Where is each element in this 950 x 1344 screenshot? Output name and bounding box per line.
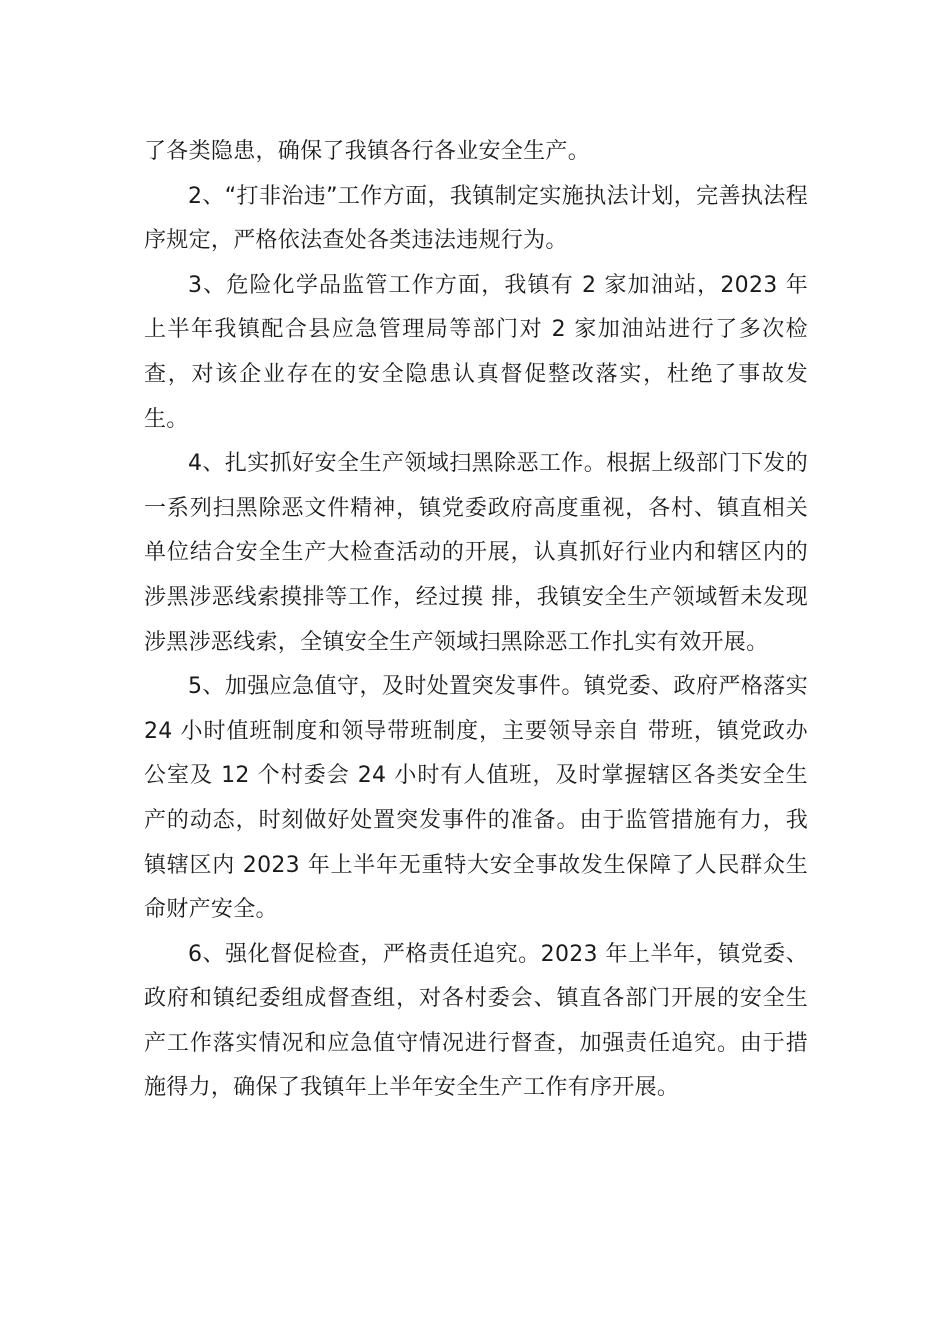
- document-page: [144, 130, 808, 1111]
- paragraph-item-6: 6、强化督促检查，严格责任追究。2023 年上半年，镇党委、政府和镇纪委组成督查组，对各村委会、镇直各部门开展的安全生产工作落实情况和应急值守情况进行督查，加强责任追究。由于措施得力，确保了我镇年上半年安全生产工作有序开展。: [144, 941, 808, 1101]
- paragraph-item-5: 5、加强应急值守，及时处置突发事件。镇党委、政府严格落实 24 小时值班制度和领导带班制度，主要领导亲自 带班，镇党政办公室及 12 个村委会 24 小时有人值班，及时掌握辖区各类安全生产的动态，时刻做好处置突发事件的准备。由于监管措施有力，我镇辖区内 2023 年上半年无重特大安全事故发生保障了人民群众生命财产安全。: [144, 674, 808, 923]
- paragraph-continuation: 了各类隐患，确保了我镇各行各业安全生产。: [144, 139, 591, 164]
- paragraph-item-2: 2、“打非治违”工作方面，我镇制定实施执法计划，完善执法程序规定，严格依法查处各类违法违规行为。: [144, 183, 808, 254]
- paragraph-item-4: 4、扎实抓好安全生产领域扫黑除恶工作。根据上级部门下发的一系列扫黑除恶文件精神，镇党委政府高度重视，各村、镇直相关单位结合安全生产大检查活动的开展，认真抓好行业内和辖区内的涉黑涉恶线索摸排等工作，经过摸 排，我镇安全生产领域暂未发现涉黑涉恶线索，全镇安全生产领域扫黑除恶工作扎实有效开展。: [144, 451, 808, 655]
- paragraph-item-3: 3、危险化学品监管工作方面，我镇有 2 家加油站，2023 年上半年我镇配合县应急管理局等部门对 2 家加油站进行了多次检查，对该企业存在的安全隐患认真督促整改落实，杜绝了事故发生。: [144, 272, 808, 432]
